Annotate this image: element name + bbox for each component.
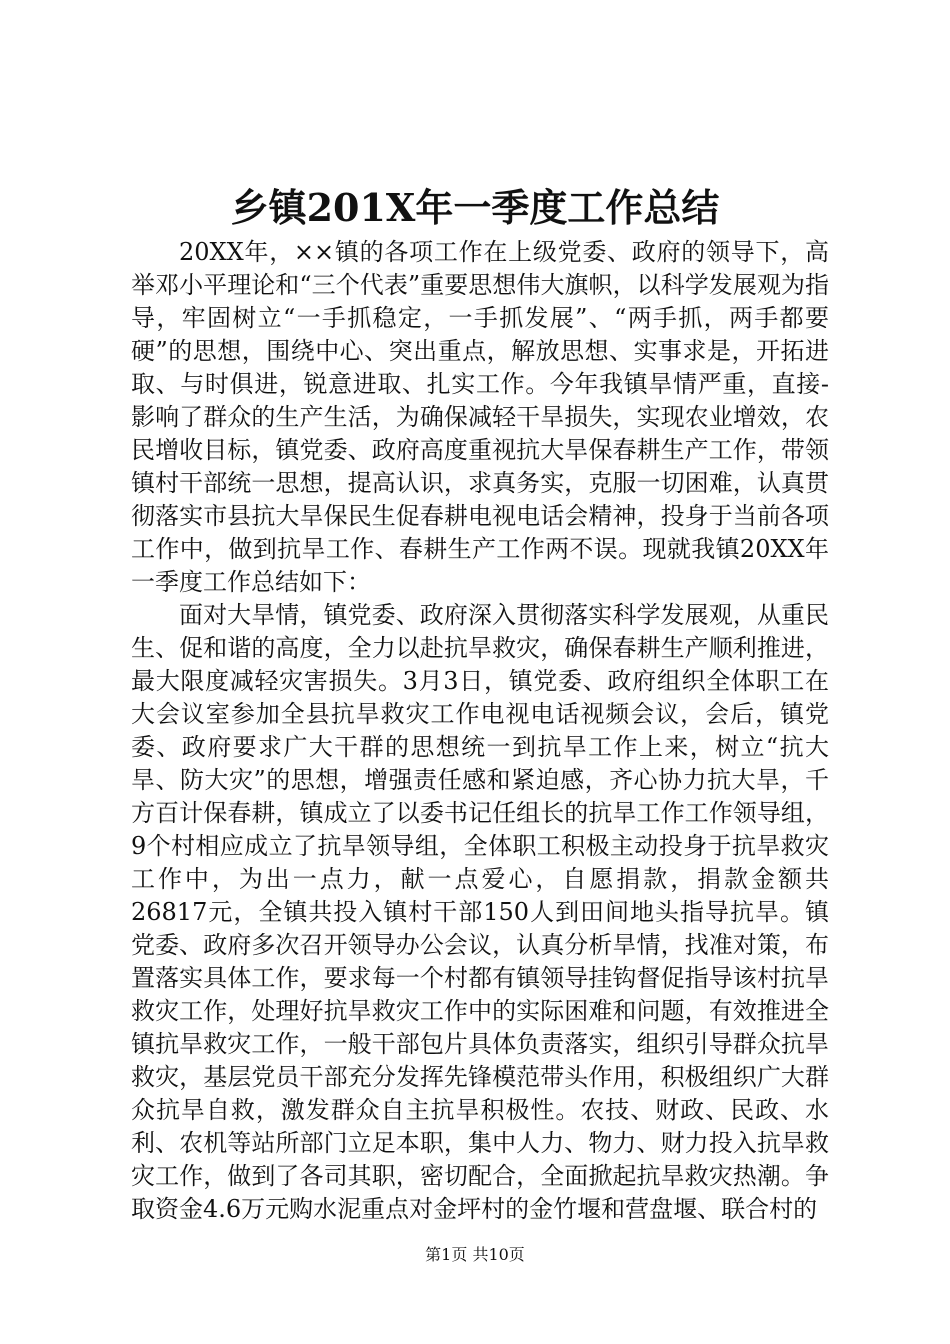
document-body (131, 236, 829, 1226)
paragraph-2: 面对大旱情，镇党委、政府深入贯彻落实科学发展观，从重民生、促和谐的高度，全力以赴抗旱救灾，确保春耕生产顺利推进，最大限度减轻灾害损失。3月3日，镇党委、政府组织全体职工在大会议室参加全县抗旱救灾工作电视电话视频会议，会后，镇党委、政府要求广大干群的思想统一到抗旱工作上来，树立“抗大旱、防大灾”的思想，增强责任感和紧迫感，齐心协力抗大旱，千方百计保春耕，镇成立了以委书记任组长的抗旱工作工作领导组，9个村相应成立了抗旱领导组，全体职工积极主动投身于抗旱救灾工作中，为出一点力，献一点爱心，自愿捐款，捐款金额共26817元，全镇共投入镇村干部150人到田间地头指导抗旱。镇党委、政府多次召开领导办公会议，认真分析旱情，找准对策，布置落实具体工作，要求每一个村都有镇领导挂钩督促指导该村抗旱救灾工作，处理好抗旱救灾工作中的实际困难和问题，有效推进全镇抗旱救灾工作，一般干部包片具体负责落实，组织引导群众抗旱救灾，基层党员干部充分发挥先锋模范带头作用，积极组织广大群众抗旱自救，激发群众自主抗旱积极性。农技、财政、民政、水利、农机等站所部门立足本职，集中人力、物力、财力投入抗旱救灾工作，做到了各司其职，密切配合，全面掀起抗旱救灾热潮。争取资金4.6万元购水泥重点对金坪村的金竹堰和营盘堰、联合村的 (131, 601, 829, 1223)
document-title: 乡镇201X年一季度工作总结 (230, 185, 720, 230)
page-footer: 第1页 共10页 (425, 1245, 525, 1264)
paragraph-1: 20XX年，××镇的各项工作在上级党委、政府的领导下，高举邓小平理论和“三个代表”重要思想伟大旗帜，以科学发展观为指导，牢固树立“一手抓稳定，一手抓发展”、“两手抓，两手都要硬”的思想，围绕中心、突出重点，解放思想、实事求是，开拓进取、与时俱进，锐意进取、扎实工作。今年我镇旱情严重，直接-影响了群众的生产生活，为确保减轻干旱损失，实现农业增效，农民增收目标，镇党委、政府高度重视抗大旱保春耕生产工作，带领镇村干部统一思想，提高认识，求真务实，克服一切困难，认真贯彻落实市县抗大旱保民生促春耕电视电话会精神，投身于当前各项工作中，做到抗旱工作、春耕生产工作两不误。现就我镇20XX年一季度工作总结如下： (131, 238, 829, 596)
